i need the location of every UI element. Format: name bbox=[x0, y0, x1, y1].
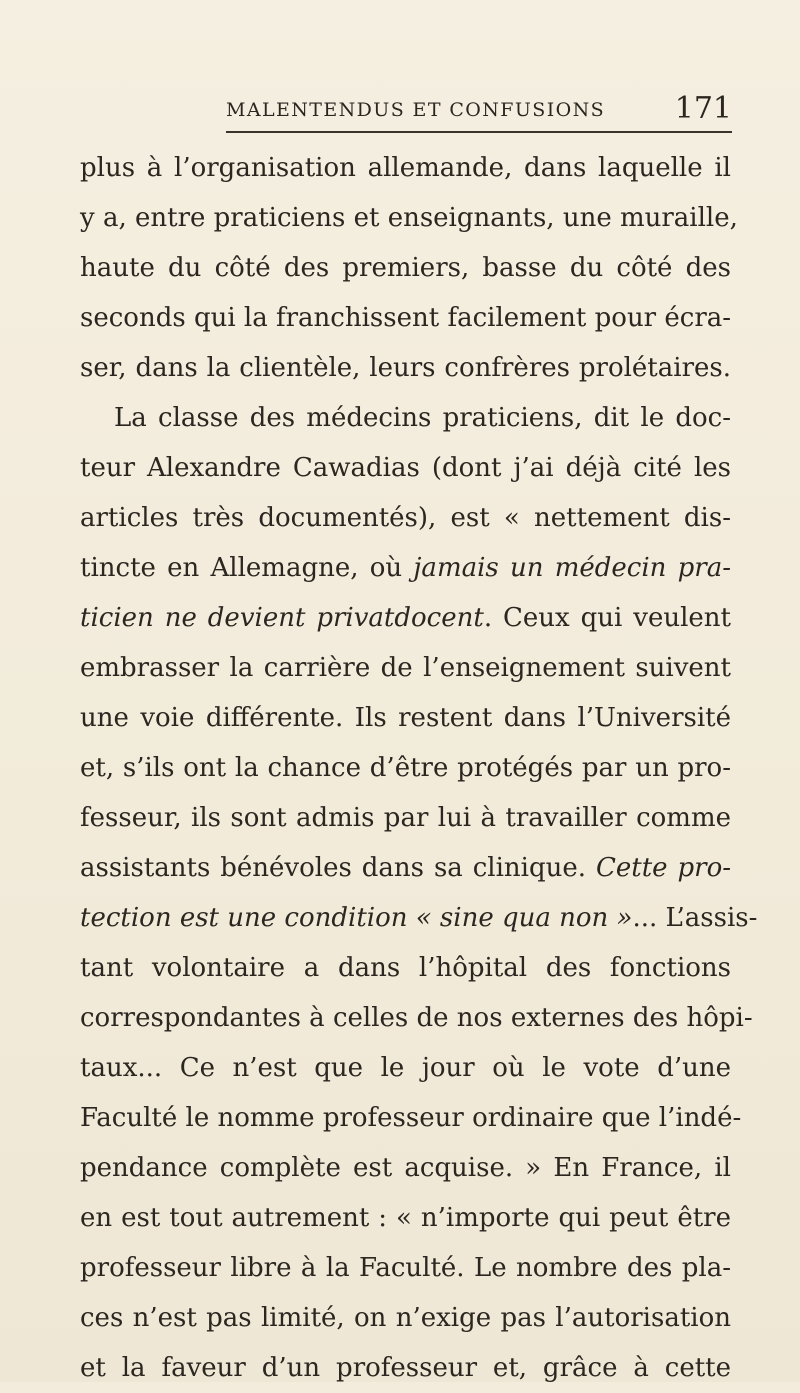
text-segment: pendance complète est acquise. » En France, il bbox=[80, 1153, 731, 1183]
text-segment: haute du côté des premiers, basse du côté des bbox=[80, 253, 731, 283]
text-segment: ser, dans la clientèle, leurs confrères prolétaires. bbox=[80, 353, 731, 383]
text-line bbox=[80, 993, 753, 1043]
text-line bbox=[80, 1043, 731, 1093]
header-rule bbox=[226, 131, 732, 133]
text-segment: taux... Ce n’est que le jour où le vote d’une bbox=[80, 1053, 731, 1083]
text-line bbox=[80, 593, 731, 643]
text-line bbox=[80, 1143, 731, 1193]
text-line bbox=[80, 293, 731, 343]
text-line bbox=[80, 1243, 731, 1293]
text-segment: tant volontaire a dans l’hôpital des fonctions bbox=[80, 953, 731, 983]
text-line bbox=[80, 493, 731, 543]
text-line bbox=[80, 793, 731, 843]
body-text bbox=[80, 143, 758, 1393]
text-segment: une voie différente. Ils restent dans l’Université bbox=[80, 703, 731, 733]
italic-text: ticien ne devient privatdocent bbox=[80, 603, 484, 633]
text-segment: correspondantes à celles de nos externes des hôpi- bbox=[80, 1003, 753, 1033]
text-segment: ces n’est pas limité, on n’exige pas l’autorisation bbox=[80, 1303, 731, 1333]
italic-text: jamais un médecin pra- bbox=[413, 553, 731, 583]
text-line bbox=[80, 243, 731, 293]
text-segment: assistants bénévoles dans sa clinique. bbox=[80, 853, 596, 883]
italic-text: Cette pro- bbox=[595, 853, 732, 883]
text-segment: La classe des médecins praticiens, dit le doc- bbox=[114, 403, 731, 433]
text-segment: teur Alexandre Cawadias (dont j’ai déjà cité les bbox=[80, 453, 731, 483]
text-segment: tincte en Allemagne, où bbox=[80, 553, 414, 583]
text-line bbox=[80, 143, 731, 193]
text-line bbox=[80, 1193, 731, 1243]
text-segment: ... L’assis- bbox=[632, 903, 758, 933]
text-line bbox=[80, 343, 731, 393]
text-segment: seconds qui la franchissent facilement pour écra- bbox=[80, 303, 732, 333]
text-segment: . Ceux qui veulent bbox=[483, 603, 732, 633]
text-line bbox=[80, 843, 731, 893]
text-segment: en est tout autrement : « n’importe qui peut être bbox=[80, 1203, 731, 1233]
text-line bbox=[80, 1343, 731, 1393]
running-title: MALENTENDUS ET CONFUSIONS bbox=[226, 99, 606, 121]
italic-text: tection est une condition « sine qua non » bbox=[80, 903, 633, 933]
text-line bbox=[80, 643, 731, 693]
text-segment: plus à l’organisation allemande, dans laquelle il bbox=[80, 153, 731, 183]
text-line bbox=[80, 893, 758, 943]
text-segment: embrasser la carrière de l’enseignement suivent bbox=[80, 653, 731, 683]
text-line bbox=[80, 443, 731, 493]
text-segment: Faculté le nomme professeur ordinaire que l’indé- bbox=[80, 1103, 742, 1133]
text-line bbox=[80, 693, 731, 743]
text-segment: professeur libre à la Faculté. Le nombre des pla- bbox=[80, 1253, 731, 1283]
text-segment: y a, entre praticiens et enseignants, une muraille, bbox=[80, 203, 738, 233]
text-segment: et la faveur d’un professeur et, grâce à cette bbox=[80, 1353, 731, 1383]
text-line bbox=[80, 1293, 731, 1343]
text-segment: articles très documentés), est « nettement dis- bbox=[80, 503, 731, 533]
text-line bbox=[80, 943, 731, 993]
running-head bbox=[226, 91, 732, 126]
text-line bbox=[80, 1093, 742, 1143]
page-number: 171 bbox=[674, 91, 732, 126]
text-line bbox=[80, 743, 731, 793]
text-segment: et, s’ils ont la chance d’être protégés par un pro- bbox=[80, 753, 731, 783]
text-line bbox=[80, 543, 731, 593]
text-segment: fesseur, ils sont admis par lui à travailler comme bbox=[80, 803, 731, 833]
text-line bbox=[80, 393, 731, 443]
text-line bbox=[80, 193, 738, 243]
